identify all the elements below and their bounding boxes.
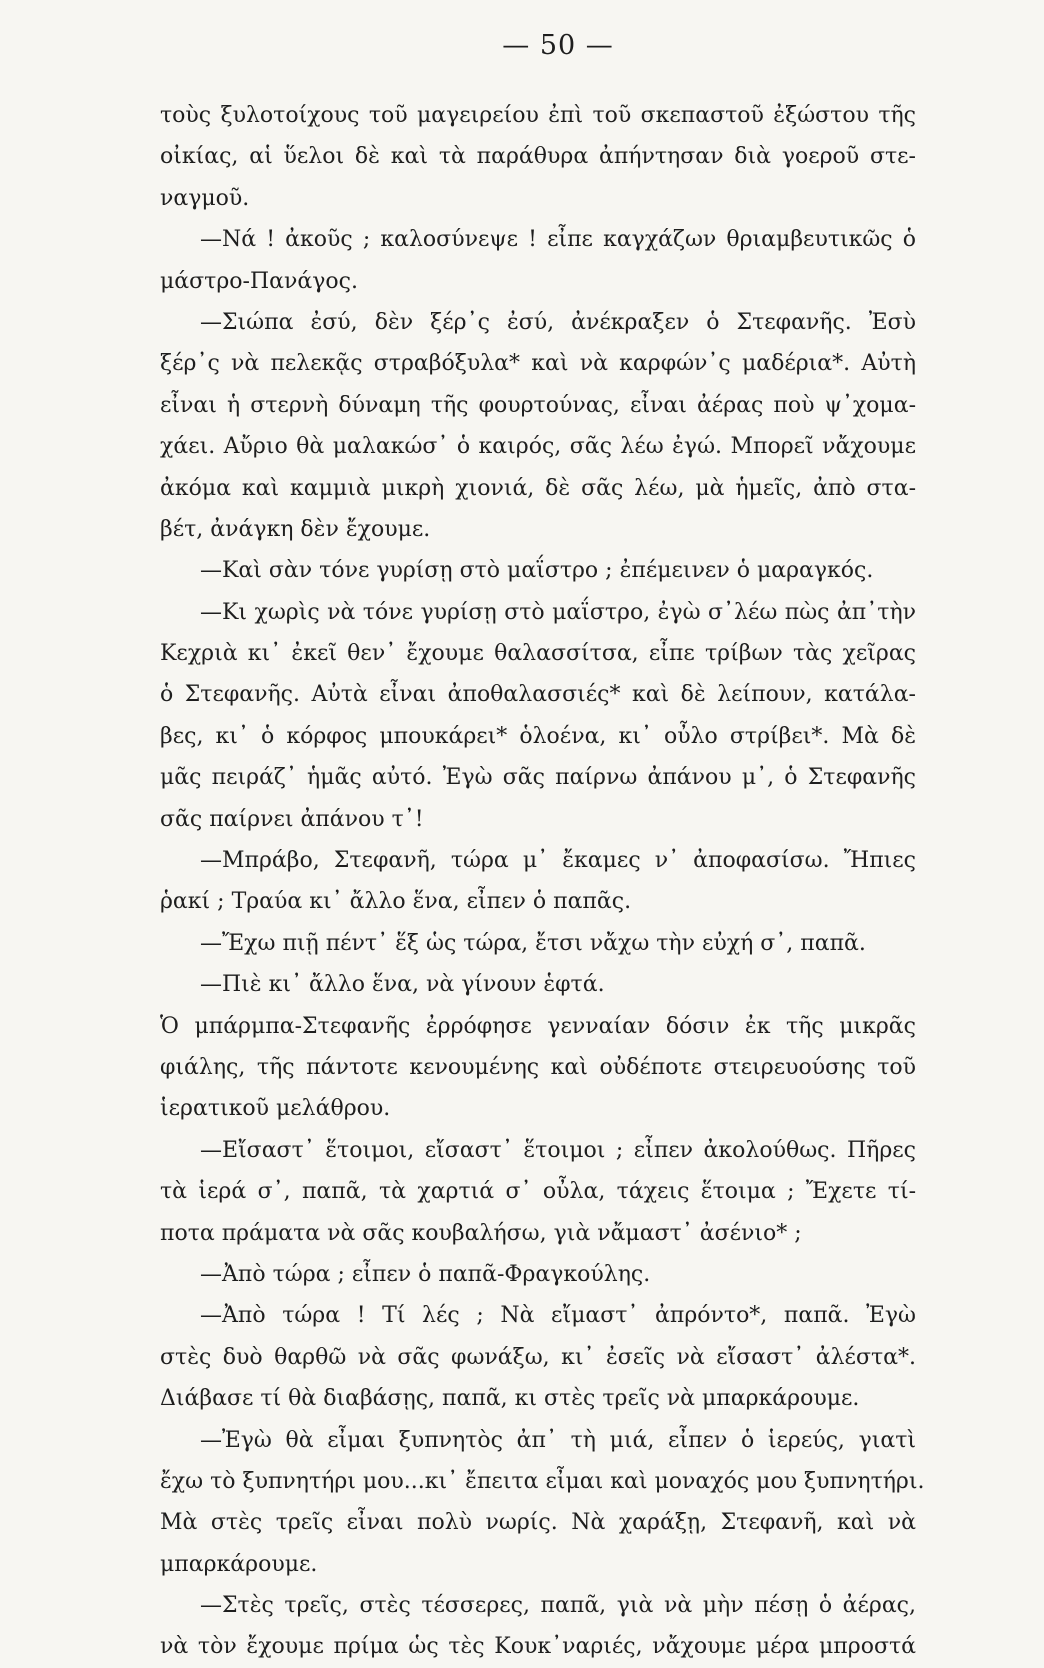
- text-line: χάει. Αὔριο θὰ μαλακώσ᾿ ὁ καιρός, σᾶς λέω ἐγώ. Μπορεῖ νἄχουμε: [160, 434, 916, 460]
- text-line: Κεχριὰ κι᾿ ἐκεῖ θεν᾿ ἔχουμε θαλασσίτσα, εἶπε τρίβων τὰς χεῖρας: [160, 641, 916, 667]
- text-line: —Ἐγὼ θὰ εἶμαι ξυπνητὸς ἀπ᾿ τὴ μιά, εἶπεν ὁ ἱερεύς, γιατὶ: [200, 1427, 916, 1453]
- text-line: ἀκόμα καὶ καμμιὰ μικρὴ χιονιά, δὲ σᾶς λέω, μὰ ἡμεῖς, ἀπὸ στα-: [160, 475, 916, 501]
- text-line: —Ἀπὸ τώρα ! Τί λές ; Νὰ εἴμαστ᾿ ἀπρόντο*, παπᾶ. Ἐγὼ: [200, 1303, 916, 1329]
- text-line: ποτα πράματα νὰ σᾶς κουβαλήσω, γιὰ νἄμαστ᾿ ἀσένιο* ;: [160, 1220, 802, 1246]
- text-line: τοὺς ξυλοτοίχους τοῦ μαγειρείου ἐπὶ τοῦ σκεπαστοῦ ἐξώστου τῆς: [160, 103, 916, 128]
- text-line: σᾶς παίρνει ἀπάνου τ᾿!: [160, 806, 424, 832]
- page-number: — 50 —: [502, 30, 614, 61]
- text-line: —Μπράβο, Στεφανῆ, τώρα μ᾿ ἔκαμες ν᾿ ἀποφασίσω. Ἤπιες: [200, 848, 916, 874]
- text-line: —Εἴσαστ᾿ ἕτοιμοι, εἴσαστ᾿ ἕτοιμοι ; εἶπεν ἀκολούθως. Πῆρες: [200, 1137, 916, 1163]
- text-line: —Στὲς τρεῖς, στὲς τέσσερες, παπᾶ, γιὰ νὰ μὴν πέσῃ ὁ ἀέρας,: [200, 1593, 916, 1619]
- text-line: φιάλης, τῆς πάντοτε κενουμένης καὶ οὐδέποτε στειρευούσης τοῦ: [160, 1054, 916, 1080]
- text-line: μπαρκάρουμε.: [160, 1551, 318, 1577]
- text-line: Διάβασε τί θὰ διαβάσῃς, παπᾶ, κι στὲς τρεῖς νὰ μπαρκάρουμε.: [160, 1386, 860, 1412]
- text-line: ἱερατικοῦ μελάθρου.: [160, 1096, 391, 1122]
- text-line: οἰκίας, αἱ ὕελοι δὲ καὶ τὰ παράθυρα ἀπήντησαν διὰ γοεροῦ στε-: [160, 144, 916, 170]
- text-line: μᾶς πειράζ᾿ ἡμᾶς αὐτό. Ἐγὼ σᾶς παίρνω ἀπάνου μ᾿, ὁ Στεφανῆς: [160, 765, 916, 791]
- text-line: ξέρ᾿ς νὰ πελεκᾷς στραβόξυλα* καὶ νὰ καρφών᾿ς μαδέρια*. Αὐτὴ: [160, 351, 916, 377]
- text-line: μάστρο-Πανάγος.: [160, 268, 358, 294]
- text-line: —Κι χωρὶς νὰ τόνε γυρίσῃ στὸ μαΐστρο, ἐγὼ σ᾿λέω πὼς ἀπ᾿τὴν: [200, 599, 916, 625]
- text-line: —Ἀπὸ τώρα ; εἶπεν ὁ παπᾶ-Φραγκούλης.: [200, 1261, 651, 1287]
- text-line: τὰ ἱερά σ᾿, παπᾶ, τὰ χαρτιά σ᾿ οὖλα, τάχεις ἕτοιμα ; Ἔχετε τί-: [160, 1179, 916, 1205]
- text-line: ναγμοῦ.: [160, 185, 250, 211]
- text-line: νὰ τὸν ἔχουμε πρίμα ὡς τὲς Κουκ᾿ναριές, νἄχουμε μέρα μπροστά: [160, 1634, 916, 1660]
- text-line: —Νά ! ἀκοῦς ; καλοσύνεψε ! εἶπε καγχάζων θριαμβευτικῶς ὁ: [200, 227, 916, 253]
- text-line: ῥακί ; Τραύα κι᾿ ἄλλο ἕνα, εἶπεν ὁ παπᾶς.: [160, 889, 632, 915]
- text-line: Μὰ στὲς τρεῖς εἶναι πολὺ νωρίς. Νὰ χαράξῃ, Στεφανῆ, καὶ νὰ: [160, 1510, 916, 1536]
- body-text: [160, 95, 925, 1668]
- text-line: στὲς δυὸ θαρθῶ νὰ σᾶς φωνάξω, κι᾿ ἐσεῖς νὰ εἴσαστ᾿ ἀλέστα*.: [160, 1344, 916, 1370]
- text-line: —Ἔχω πιῇ πέντ᾿ ἕξ ὡς τώρα, ἔτσι νἄχω τὴν εὐχή σ᾿, παπᾶ.: [200, 930, 866, 956]
- text-line: βες, κι᾿ ὁ κόρφος μπουκάρει* ὁλοένα, κι᾿ οὖλο στρίβει*. Μὰ δὲ: [160, 723, 916, 749]
- text-line: ἔχω τὸ ξυπνητήρι μου...κι᾿ ἔπειτα εἶμαι καὶ μοναχός μου ξυπνητήρι.: [160, 1468, 925, 1494]
- text-line: —Σιώπα ἐσύ, δὲν ξέρ᾿ς ἐσύ, ἀνέκραξεν ὁ Στεφανῆς. Ἐσὺ: [200, 309, 916, 335]
- text-line: —Καὶ σὰν τόνε γυρίσῃ στὸ μαΐστρο ; ἐπέμεινεν ὁ μαραγκός.: [200, 558, 874, 584]
- text-line: ὁ Στεφανῆς. Αὐτὰ εἶναι ἀποθαλασσιές* καὶ δὲ λείπουν, κατάλα-: [160, 682, 916, 708]
- text-line: εἶναι ἡ στερνὴ δύναμη τῆς φουρτούνας, εἶναι ἀέρας ποὺ ψ᾿χομα-: [160, 392, 916, 418]
- text-line: βέτ, ἀνάγκη δὲν ἔχουμε.: [160, 516, 431, 542]
- text-line: Ὁ μπάρμπα-Στεφανῆς ἐρρόφησε γενναίαν δόσιν ἐκ τῆς μικρᾶς: [160, 1013, 916, 1039]
- text-line: —Πιὲ κι᾿ ἄλλο ἕνα, νὰ γίνουν ἑφτά.: [200, 972, 605, 998]
